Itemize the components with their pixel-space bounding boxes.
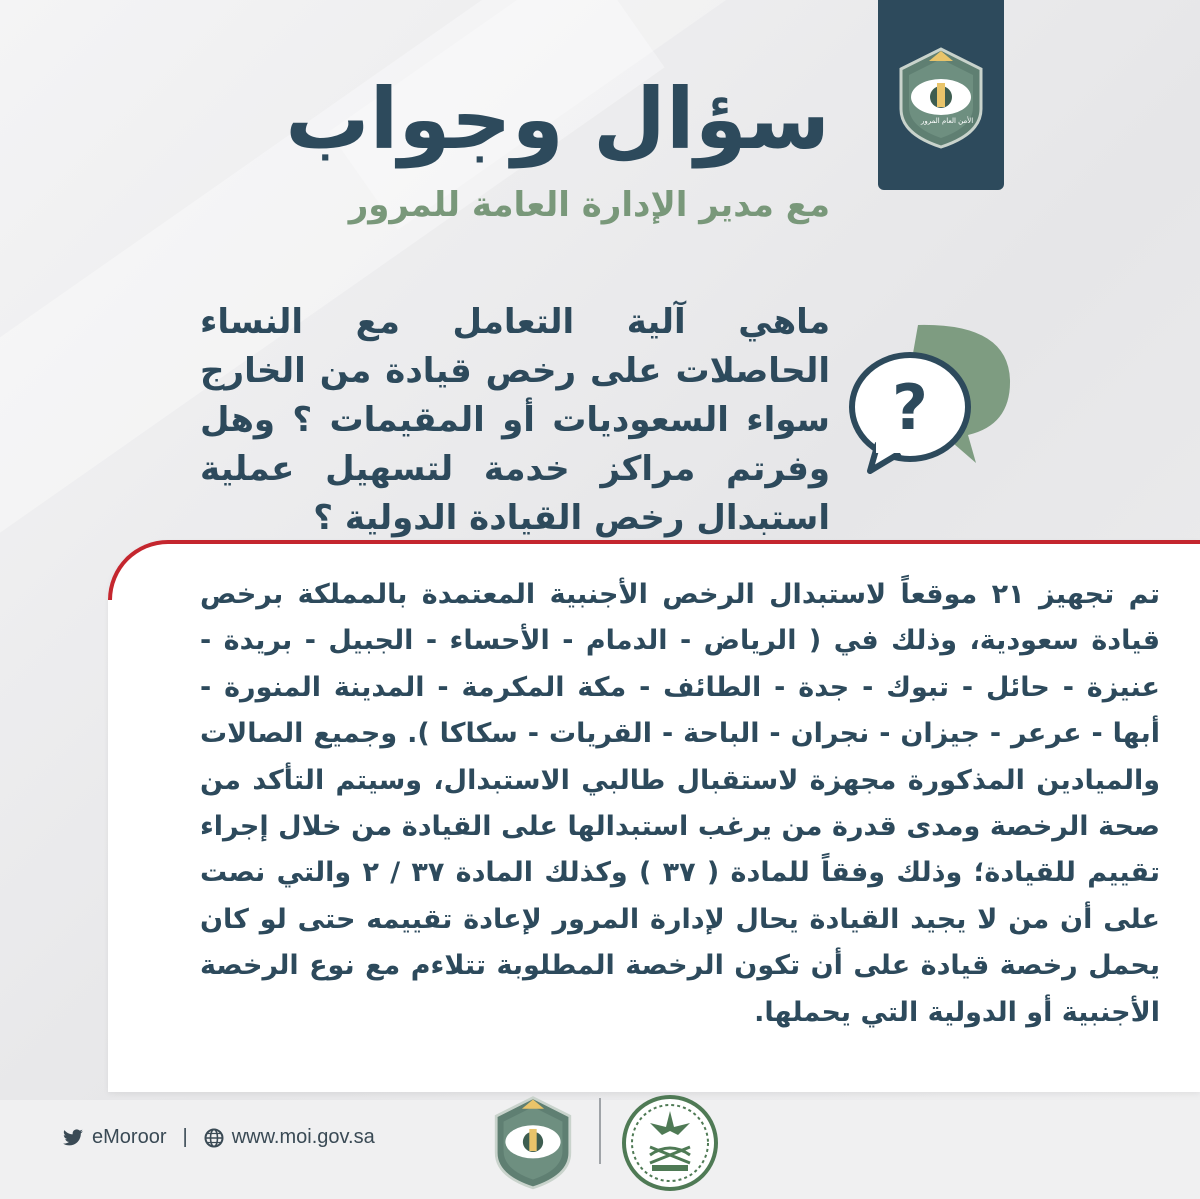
svg-text:?: ? [892, 371, 928, 444]
footer-logo-divider [599, 1098, 601, 1164]
page-subtitle: مع مدير الإدارة العامة للمرور [348, 185, 830, 225]
page-title: سؤال وجواب [285, 70, 830, 168]
traffic-department-logo-icon [487, 1088, 579, 1192]
emblem-text: الأمن العام المرور [921, 117, 974, 125]
ministry-of-interior-logo-icon [620, 1093, 720, 1193]
globe-icon [204, 1128, 224, 1148]
traffic-police-emblem-icon [891, 39, 991, 151]
question-bubble-icon [848, 315, 1018, 475]
question-text: ماهي آلية التعامل مع النساء الحاصلات على رخص قيادة من الخارج سواء السعوديات أو المقيمات ؟ وهل وفرتم مراكز خدمة لتسهيل عملية استبدال رخص القيادة الدولية ؟ [200, 302, 830, 538]
website-link[interactable]: www.moi.gov.sa [231, 1126, 375, 1148]
answer-text: تم تجهيز ٢١ موقعاً لاستبدال الرخص الأجنبية المعتمدة بالمملكة برخص قيادة سعودية، وذلك في ( الرياض - الدمام - الأحساء - الجبيل - بريدة - عنيزة - حائل - تبوك - جدة - الطائف - مكة المكرمة - المدينة المنورة - أبها - عرعر - جيزان - نجران - الباحة - القريات - سكاكا ). وجميع الصالات والميادين المذكورة مجهزة لاستقبال طالبي الاستبدال، وسيتم التأكد من صحة الرخصة ومدى قدرة من يرغب استبدالها على القيادة من خلال إجراء تقييم للقيادة؛ وذلك وفقاً للمادة ( ٣٧ ) وكذلك المادة ٣٧ / ٢ والتي نصت على أن من لا يجيد القيادة يحال لإدارة المرور لإعادة تقييمه حتى لو كان يحمل رخصة قيادة على أن تكون الرخصة المطلوبة تتلاءم مع نوع الرخصة الأجنبية أو الدولية التي يحملها. [200, 579, 1161, 1028]
footer-contact [62, 1126, 375, 1149]
header-emblem-tab [878, 0, 1004, 190]
twitter-handle[interactable]: eMoroor [92, 1126, 167, 1148]
footer-separator: | [182, 1126, 188, 1148]
twitter-icon [62, 1129, 84, 1147]
